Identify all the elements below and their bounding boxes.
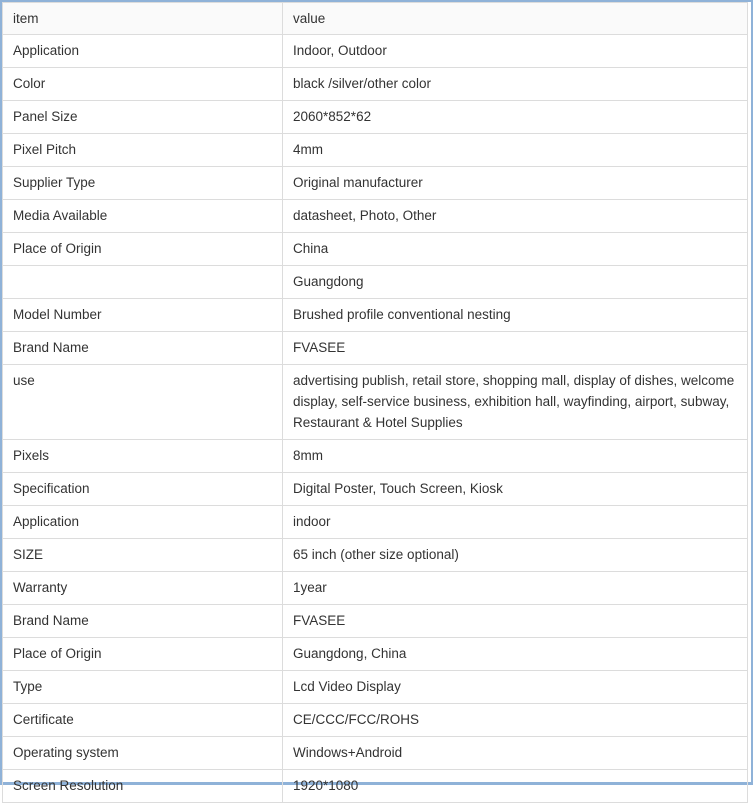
item-cell: use [3,365,283,440]
table-row [3,638,748,671]
table-row [3,35,748,68]
item-cell: Media Available [3,200,283,233]
item-cell: Brand Name [3,605,283,638]
value-cell: Guangdong, China [283,638,748,671]
value-cell: Brushed profile conventional nesting [283,299,748,332]
value-cell: Digital Poster, Touch Screen, Kiosk [283,473,748,506]
value-cell: 4mm [283,134,748,167]
header-item-cell: item [3,3,283,35]
item-cell: Type [3,671,283,704]
item-cell: Supplier Type [3,167,283,200]
value-cell: black /silver/other color [283,68,748,101]
table-row [3,134,748,167]
item-cell: Specification [3,473,283,506]
item-cell: Pixels [3,440,283,473]
value-cell: CE/CCC/FCC/ROHS [283,704,748,737]
item-cell: Operating system [3,737,283,770]
table-row [3,167,748,200]
table-row [3,473,748,506]
item-cell: Panel Size [3,101,283,134]
table-row [3,68,748,101]
table-row [3,101,748,134]
table-row [3,506,748,539]
item-cell: Color [3,68,283,101]
value-cell: advertising publish, retail store, shopping mall, display of dishes, welcome display, self-service business, exhibition hall, wayfinding, airport, subway, Restaurant & Hotel Supplies [283,365,748,440]
table-row [3,332,748,365]
table-row [3,671,748,704]
item-cell: Screen Resolution [3,770,283,803]
table-row [3,200,748,233]
table-row [3,737,748,770]
item-cell: Place of Origin [3,233,283,266]
value-cell: FVASEE [283,332,748,365]
value-cell: datasheet, Photo, Other [283,200,748,233]
item-cell: Application [3,35,283,68]
item-cell: SIZE [3,539,283,572]
table-row [3,365,748,440]
item-cell [3,266,283,299]
value-cell: 8mm [283,440,748,473]
item-cell: Pixel Pitch [3,134,283,167]
table-row [3,266,748,299]
table-row [3,440,748,473]
table-row [3,233,748,266]
table-row [3,770,748,803]
value-cell: Original manufacturer [283,167,748,200]
value-cell: Windows+Android [283,737,748,770]
value-cell: 1920*1080 [283,770,748,803]
spec-table-body [3,3,748,803]
table-row [3,539,748,572]
item-cell: Place of Origin [3,638,283,671]
value-cell: Indoor, Outdoor [283,35,748,68]
item-cell: Warranty [3,572,283,605]
table-row [3,572,748,605]
item-cell: Brand Name [3,332,283,365]
value-cell: Lcd Video Display [283,671,748,704]
header-value-cell: value [283,3,748,35]
item-cell: Application [3,506,283,539]
value-cell: Guangdong [283,266,748,299]
value-cell: 65 inch (other size optional) [283,539,748,572]
value-cell: 2060*852*62 [283,101,748,134]
item-cell: Certificate [3,704,283,737]
table-row [3,605,748,638]
value-cell: FVASEE [283,605,748,638]
spec-table [2,2,748,803]
table-row [3,704,748,737]
item-cell: Model Number [3,299,283,332]
value-cell: 1year [283,572,748,605]
value-cell: China [283,233,748,266]
table-row [3,299,748,332]
value-cell: indoor [283,506,748,539]
table-header-row [3,3,748,35]
